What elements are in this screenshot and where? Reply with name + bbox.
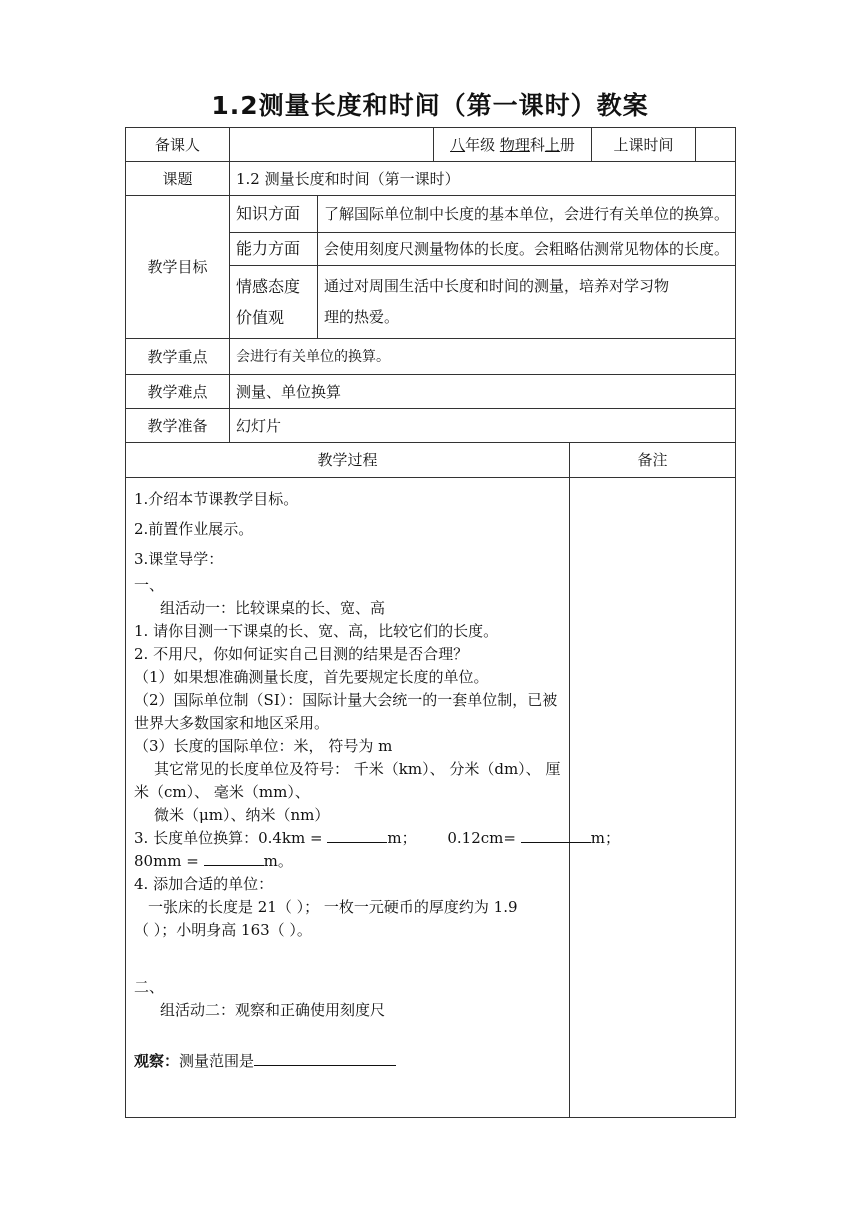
notes-cell — [570, 478, 736, 1118]
difficulty-value: 测量、单位换算 — [230, 375, 736, 409]
topic-value: 1.2 测量长度和时间（第一课时） — [230, 162, 736, 196]
process-line: 2. 不用尺，你如何证实自己目测的结果是否合理？ — [134, 645, 469, 663]
objective-content-knowledge: 了解国际单位制中长度的基本单位，会进行有关单位的换算。 — [318, 196, 736, 233]
process-line: 一张床的长度是 21（ ）； 一枚一元硬币的厚度约为 1.9 — [148, 898, 518, 916]
process-line: 其它常见的长度单位及符号： 千米（km）、 分米（dm）、 厘 — [154, 760, 561, 778]
conversion-line: 3. 长度单位换算：0.4km = m； 0.12cm= m； — [134, 829, 620, 847]
objective-aspect-ability: 能力方面 — [230, 233, 318, 266]
objective-content-emotion: 通过对周围生活中长度和时间的测量，培养对学习物 理的热爱。 — [318, 266, 736, 339]
class-time-value — [696, 128, 736, 162]
notes-header: 备注 — [570, 443, 736, 478]
topic-label: 课题 — [126, 162, 230, 196]
preparer-label: 备课人 — [126, 128, 230, 162]
preparation-label: 教学准备 — [126, 409, 230, 443]
preparer-value — [230, 128, 434, 162]
process-line: 4. 添加合适的单位： — [134, 875, 274, 893]
objective-content-ability: 会使用刻度尺测量物体的长度。会粗略估测常见物体的长度。 — [318, 233, 736, 266]
page-title: 1.2测量长度和时间（第一课时）教案 — [211, 91, 649, 120]
difficulty-label: 教学难点 — [126, 375, 230, 409]
process-line: 1.介绍本节课教学目标。 — [134, 490, 299, 508]
process-line: （1）如果想准确测量长度，首先要规定长度的单位。 — [134, 668, 489, 686]
activity-two-heading: 组活动二：观察和正确使用刻度尺 — [160, 1001, 386, 1019]
process-line: 微米（μm）、纳米（nm） — [154, 806, 330, 824]
key-point-label: 教学重点 — [126, 339, 230, 375]
observe-line: 观察：测量范围是 — [134, 1050, 563, 1073]
process-line: （3）长度的国际单位：米， 符号为 m — [134, 737, 393, 755]
process-line: 米（cm）、 毫米（mm）、 — [134, 783, 310, 801]
answer-blank[interactable] — [204, 851, 264, 866]
process-line: 1. 请你目测一下课桌的长、宽、高，比较它们的长度。 — [134, 622, 499, 640]
objective-aspect-emotion: 情感态度 价值观 — [230, 266, 318, 339]
objectives-label: 教学目标 — [126, 196, 230, 339]
observe-label: 观察： — [134, 1052, 180, 1070]
class-time-label: 上课时间 — [592, 128, 696, 162]
process-line: 一、 — [134, 576, 165, 594]
process-line: 世界大多数国家和地区采用。 — [134, 714, 330, 732]
answer-blank[interactable] — [254, 1051, 396, 1066]
conversion-line: 80mm = m。 — [134, 852, 293, 870]
process-line: （ ）；小明身高 163（ ）。 — [134, 921, 312, 939]
objective-aspect-knowledge: 知识方面 — [230, 196, 318, 233]
preparation-value: 幻灯片 — [230, 409, 736, 443]
grade-subject: 八年级 物理科上册 — [434, 128, 592, 162]
activity-one-heading: 组活动一：比较课桌的长、宽、高 — [160, 599, 386, 617]
process-line: 二、 — [134, 978, 165, 996]
answer-blank[interactable] — [327, 828, 387, 843]
process-line: 2.前置作业展示。 — [134, 520, 254, 538]
process-line: （2）国际单位制（SI）：国际计量大会统一的一套单位制，已被 — [134, 691, 558, 709]
teaching-process — [126, 478, 620, 1118]
answer-blank[interactable] — [521, 828, 591, 843]
lesson-plan-table — [125, 127, 736, 1118]
process-header: 教学过程 — [126, 443, 570, 478]
process-line: 3.课堂导学： — [134, 550, 224, 568]
key-point-value: 会进行有关单位的换算。 — [230, 339, 736, 375]
grade-value: 八 — [450, 135, 466, 154]
subject-value: 物理 — [499, 135, 530, 154]
volume-value: 上 — [544, 135, 560, 154]
